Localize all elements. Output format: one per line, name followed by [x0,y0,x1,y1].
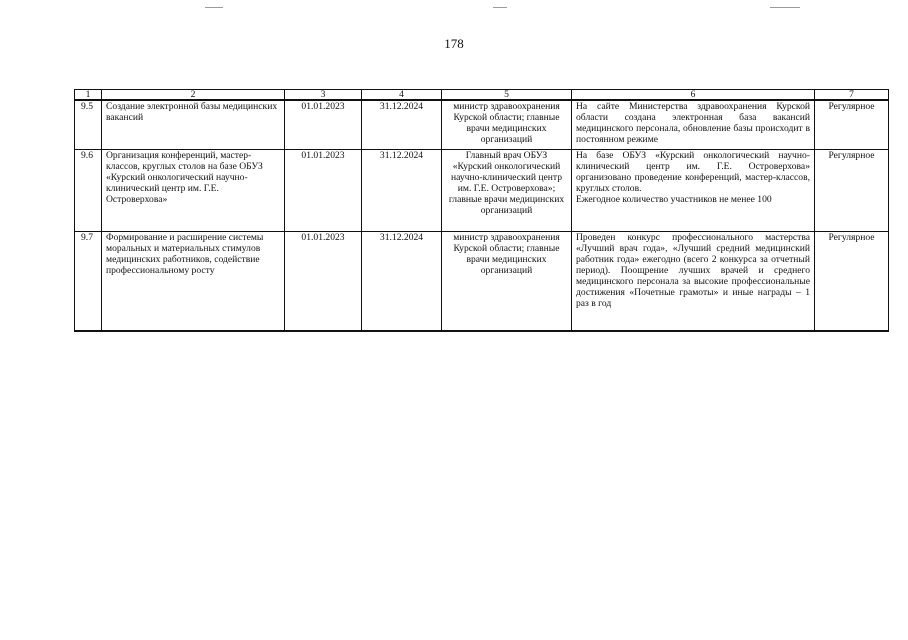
scan-artifact-line [493,7,507,8]
start-date: 01.01.2023 [285,100,362,150]
page-number: 178 [444,36,464,51]
end-date: 31.12.2024 [362,150,442,232]
frequency: Регулярное [815,150,889,232]
item-number: 9.5 [75,100,102,150]
column-header: 4 [362,90,442,101]
column-header: 1 [75,90,102,101]
item-name: Организация конференций, мастер-классов, круглых столов на базе ОБУЗ «Курский онкологический научно-клинический центр им. Г.Е. Островерхова» [102,150,285,232]
table-row [75,150,889,232]
result: Проведен конкурс профессионального мастерства «Лучший врач года», «Лучший средний медицинский работник года» ежегодно (всего 2 конкурса за отчетный период). Поощрение лучших врачей и среднего медицинского персонала за высокие профессиональные достижения «Почетные грамоты» и иные награды – 1 раз в год [572,232,815,332]
item-number: 9.7 [75,232,102,332]
start-date: 01.01.2023 [285,232,362,332]
end-date: 31.12.2024 [362,100,442,150]
column-header: 2 [102,90,285,101]
item-number: 9.6 [75,150,102,232]
column-header: 6 [572,90,815,101]
result-cell [572,150,815,232]
responsible: министр здравоохранения Курской области; главные врачи медицинских организаций [442,232,572,332]
table-row [75,232,889,332]
result: На базе ОБУЗ «Курский онкологический научно-клинический центр им. Г.Е. Островерхова» организовано проведение конференций, мастер-классов, круглых столов. [576,150,810,194]
plan-table [74,89,889,332]
column-header: 7 [815,90,889,101]
item-name: Формирование и расширение системы моральных и материальных стимулов медицинских работников, содействие профессиональному росту [102,232,285,332]
result-extra: Ежегодное количество участников не менее 100 [576,194,772,205]
scan-artifact-line [205,7,223,8]
responsible: Главный врач ОБУЗ «Курский онкологический научно-клинический центр им. Г.Е. Островерхова»; главные врачи медицинских организаций [442,150,572,232]
item-name: Создание электронной базы медицинских вакансий [102,100,285,150]
column-header: 3 [285,90,362,101]
column-header: 5 [442,90,572,101]
table-row [75,100,889,150]
frequency: Регулярное [815,100,889,150]
column-header-row [75,90,889,101]
scan-artifact-line [770,7,800,8]
result: На сайте Министерства здравоохранения Курской области создана электронная база вакансий медицинского персонала, обновление базы происходит в постоянном режиме [572,100,815,150]
end-date: 31.12.2024 [362,232,442,332]
start-date: 01.01.2023 [285,150,362,232]
frequency: Регулярное [815,232,889,332]
responsible: министр здравоохранения Курской области; главные врачи медицинских организаций [442,100,572,150]
